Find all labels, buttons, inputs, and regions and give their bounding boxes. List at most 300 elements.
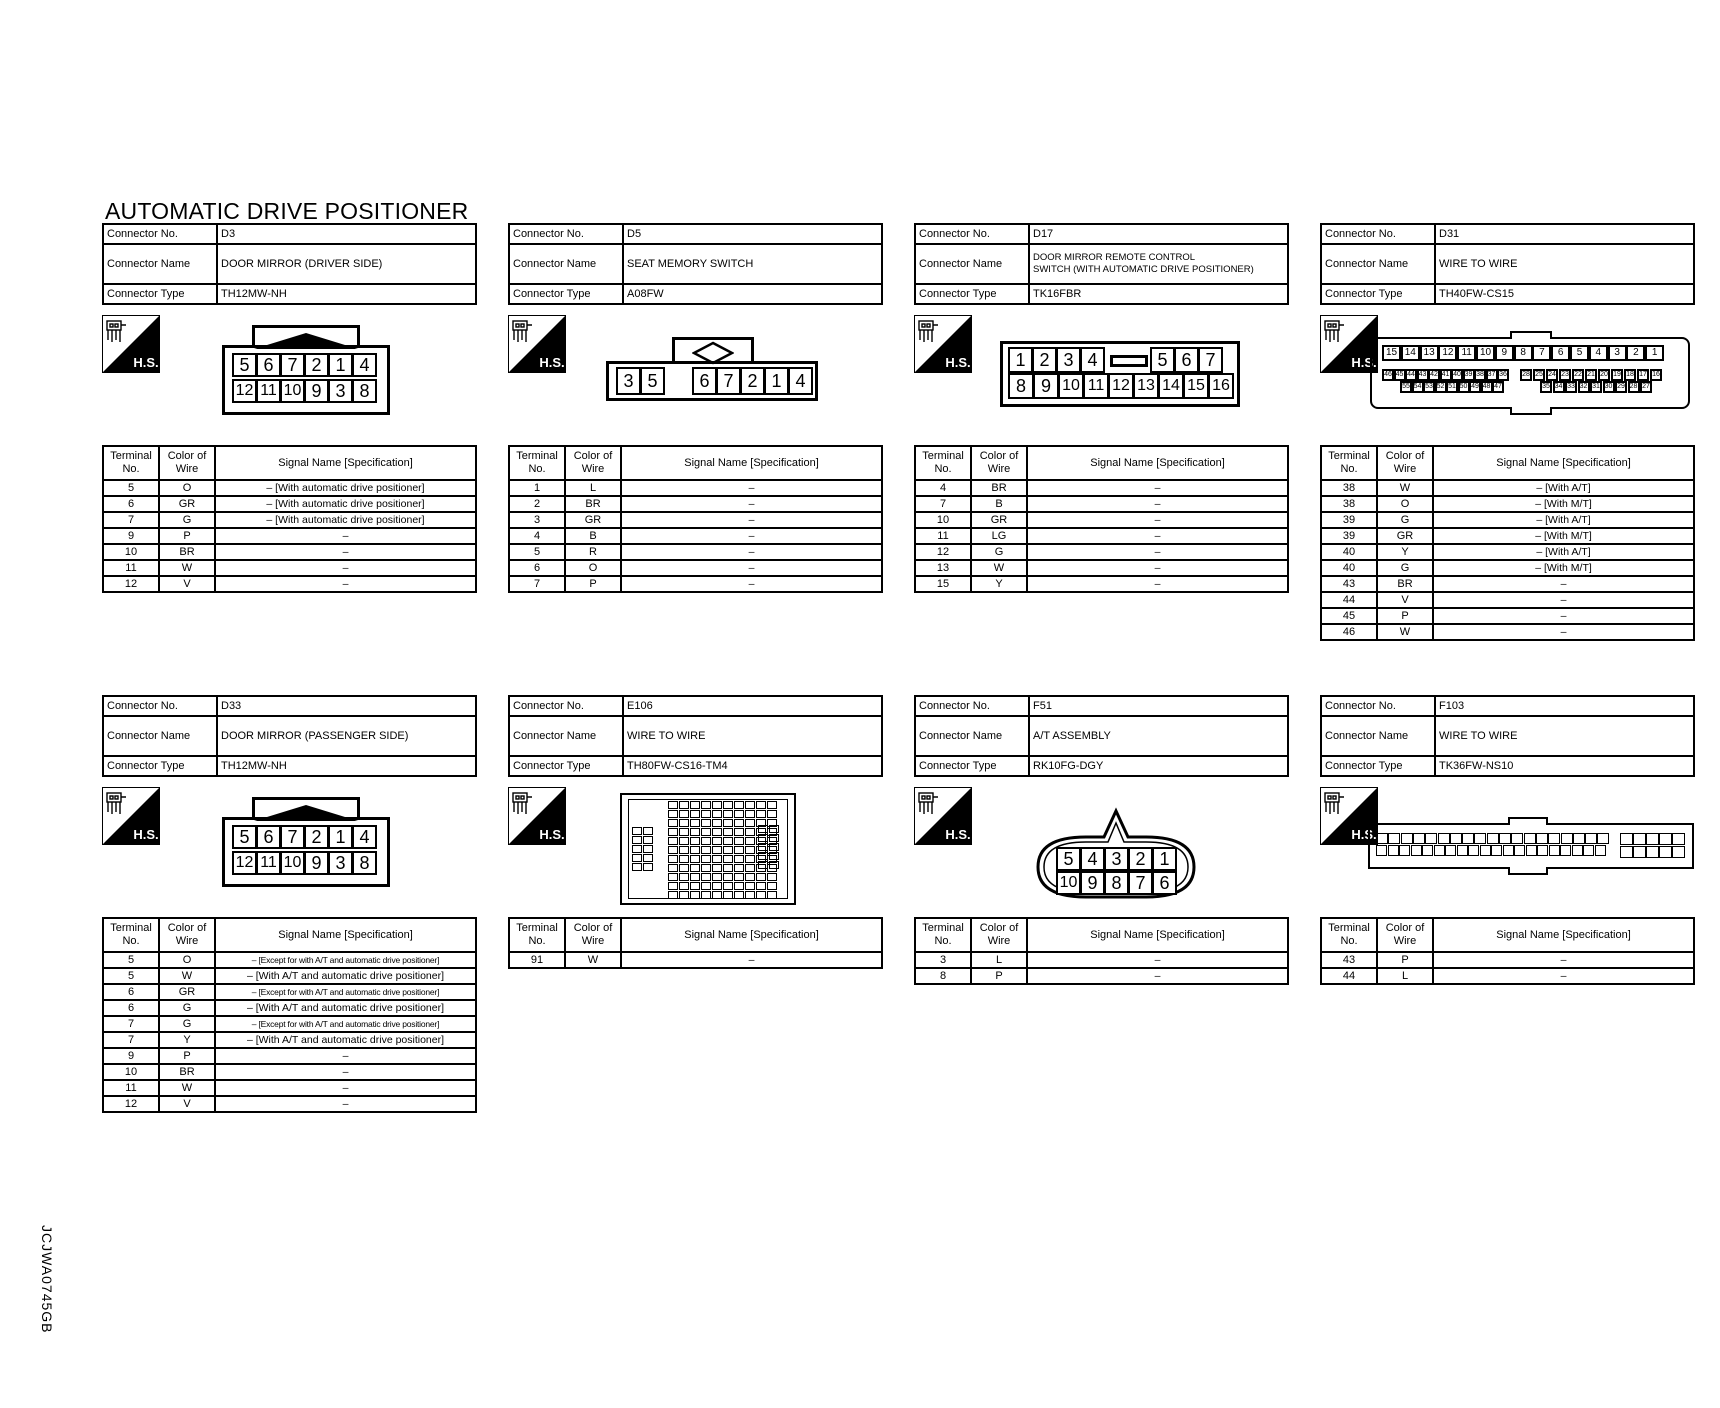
terminal-row xyxy=(1321,528,1694,544)
connector-pin-3: 3 xyxy=(328,851,353,875)
connector-no-value: D3 xyxy=(217,224,476,244)
terminal-no: 43 xyxy=(1321,576,1377,592)
connector-pin-24: 24 xyxy=(1546,369,1558,381)
connector-diagram xyxy=(102,305,477,445)
wire-color: W xyxy=(159,1080,215,1096)
connector-diagram xyxy=(1320,777,1695,917)
connector-type-value: TK36FW-NS10 xyxy=(1435,756,1694,776)
connector-pin-46: 46 xyxy=(1382,369,1394,381)
terminal-no: 3 xyxy=(915,952,971,968)
wire-color: GR xyxy=(971,512,1027,528)
wire-color: G xyxy=(1377,512,1433,528)
connector-pin-29: 29 xyxy=(1615,381,1627,393)
svg-text:H.S.: H.S. xyxy=(1351,827,1377,842)
connector-type-label: Connector Type xyxy=(509,756,623,776)
connector-pin-3: 3 xyxy=(1608,345,1627,361)
connector-pin-36: 36 xyxy=(1497,369,1509,381)
connector-pin-19: 19 xyxy=(1611,369,1623,381)
signal-name: – [Except for with A/T and automatic drive positioner] xyxy=(215,952,476,968)
terminal-row xyxy=(915,480,1288,496)
connector-pin-2: 2 xyxy=(304,825,329,849)
wire-color: G xyxy=(159,1016,215,1032)
signal-name: – xyxy=(1027,496,1288,512)
terminal-table xyxy=(914,917,1289,985)
terminal-row xyxy=(915,952,1288,968)
connector-pin-45: 45 xyxy=(1394,369,1406,381)
connector-pin-5: 5 xyxy=(1570,345,1589,361)
signal-name: – xyxy=(215,1096,476,1112)
signal-name: – xyxy=(215,544,476,560)
terminal-row xyxy=(509,560,882,576)
connector-pin-34: 34 xyxy=(1553,381,1565,393)
terminal-table xyxy=(914,445,1289,593)
connector-diagram xyxy=(1320,305,1695,445)
connector-block-d3 xyxy=(102,223,477,593)
wire-color: W xyxy=(1377,624,1433,640)
signal-name: – [With M/T] xyxy=(1433,496,1694,512)
connector-name-value: SEAT MEMORY SWITCH xyxy=(623,244,882,284)
signal-name: – xyxy=(215,528,476,544)
wire-color: L xyxy=(565,480,621,496)
terminal-row xyxy=(915,968,1288,984)
harness-side-icon xyxy=(914,315,972,373)
signal-name: – xyxy=(215,576,476,592)
harness-side-icon xyxy=(102,787,160,845)
connector-pin-8: 8 xyxy=(352,851,377,875)
terminal-no: 38 xyxy=(1321,496,1377,512)
wire-color: W xyxy=(159,560,215,576)
connector-pin-8: 8 xyxy=(1104,871,1129,895)
terminal-no: 5 xyxy=(103,480,159,496)
connector-info-table xyxy=(1320,223,1695,305)
wire-color: GR xyxy=(565,512,621,528)
terminal-no: 43 xyxy=(1321,952,1377,968)
signal-name-header: Signal Name [Specification] xyxy=(1433,918,1694,952)
harness-side-icon xyxy=(508,787,566,845)
connector-no-label: Connector No. xyxy=(915,224,1029,244)
terminal-no: 9 xyxy=(103,1048,159,1064)
terminal-row xyxy=(103,496,476,512)
connector-pin-4: 4 xyxy=(352,825,377,849)
connector-pin-2: 2 xyxy=(304,353,329,377)
terminal-no: 45 xyxy=(1321,608,1377,624)
connector-pin-7: 7 xyxy=(1198,347,1223,373)
terminal-row xyxy=(103,1048,476,1064)
connector-pin-3: 3 xyxy=(328,379,353,403)
terminal-row xyxy=(1321,624,1694,640)
connector-pin-3: 3 xyxy=(1056,347,1081,373)
connector-info-table xyxy=(508,695,883,777)
terminal-row xyxy=(1321,608,1694,624)
connector-pin-11: 11 xyxy=(256,379,281,403)
connector-name-label: Connector Name xyxy=(1321,244,1435,284)
connector-pin-1: 1 xyxy=(328,353,353,377)
harness-side-icon xyxy=(914,787,972,845)
terminal-no: 5 xyxy=(103,952,159,968)
signal-name: – xyxy=(621,512,882,528)
connector-pin-4: 4 xyxy=(352,353,377,377)
svg-text:H.S.: H.S. xyxy=(539,827,565,842)
connector-pin-2: 2 xyxy=(1032,347,1057,373)
wire-color: G xyxy=(159,512,215,528)
connector-pin-3: 3 xyxy=(1104,847,1129,871)
connector-pin-23: 23 xyxy=(1559,369,1571,381)
signal-name: – xyxy=(1027,512,1288,528)
terminal-row xyxy=(1321,496,1694,512)
color-of-wire-header: Color of Wire xyxy=(1377,918,1433,952)
signal-name: – xyxy=(1027,544,1288,560)
connector-no-label: Connector No. xyxy=(915,696,1029,716)
terminal-no: 12 xyxy=(103,1096,159,1112)
terminal-row xyxy=(509,576,882,592)
connector-pin-6: 6 xyxy=(692,367,717,395)
connector-pin-48: 48 xyxy=(1481,381,1493,393)
terminal-row xyxy=(509,544,882,560)
terminal-table xyxy=(102,445,477,593)
connector-pin-28: 28 xyxy=(1628,381,1640,393)
connector-pin-7: 7 xyxy=(716,367,741,395)
connector-block-f103 xyxy=(1320,695,1695,985)
signal-name: – xyxy=(1027,952,1288,968)
terminal-no: 4 xyxy=(509,528,565,544)
terminal-no: 46 xyxy=(1321,624,1377,640)
terminal-row xyxy=(915,544,1288,560)
page-title: AUTOMATIC DRIVE POSITIONER xyxy=(105,198,469,224)
wire-color: G xyxy=(159,1000,215,1016)
connector-pin-47: 47 xyxy=(1492,381,1504,393)
connector-pin-12: 12 xyxy=(232,379,257,403)
terminal-no: 2 xyxy=(509,496,565,512)
connector-pin-33: 33 xyxy=(1565,381,1577,393)
terminal-row xyxy=(1321,952,1694,968)
wire-color: O xyxy=(159,952,215,968)
signal-name: – xyxy=(215,560,476,576)
connector-pin-9: 9 xyxy=(304,379,329,403)
connector-info-table xyxy=(102,695,477,777)
signal-name: – [With A/T and automatic drive positioner] xyxy=(215,1032,476,1048)
wire-color: P xyxy=(971,968,1027,984)
connector-pin-13: 13 xyxy=(1133,373,1159,399)
connector-face xyxy=(620,793,796,905)
connector-pin-7: 7 xyxy=(1532,345,1551,361)
terminal-no: 7 xyxy=(103,512,159,528)
connector-pin-15: 15 xyxy=(1382,345,1401,361)
terminal-no: 44 xyxy=(1321,592,1377,608)
signal-name: – xyxy=(1433,952,1694,968)
connector-pin-1: 1 xyxy=(764,367,789,395)
connector-name-value: DOOR MIRROR (PASSENGER SIDE) xyxy=(217,716,476,756)
connector-pin-44: 44 xyxy=(1405,369,1417,381)
wire-color: V xyxy=(159,576,215,592)
connector-name-value: DOOR MIRROR REMOTE CONTROL SWITCH (WITH AUTOMATIC DRIVE POSITIONER) xyxy=(1029,244,1288,284)
signal-name: – xyxy=(1027,560,1288,576)
signal-name: – xyxy=(215,1080,476,1096)
connector-no-value: D31 xyxy=(1435,224,1694,244)
svg-text:H.S.: H.S. xyxy=(133,355,159,370)
connector-type-value: TH40FW-CS15 xyxy=(1435,284,1694,304)
terminal-no: 10 xyxy=(103,1064,159,1080)
wire-color: V xyxy=(159,1096,215,1112)
connector-name-label: Connector Name xyxy=(509,244,623,284)
signal-name: – xyxy=(1027,968,1288,984)
connector-name-label: Connector Name xyxy=(915,716,1029,756)
terminal-no: 10 xyxy=(103,544,159,560)
terminal-no: 38 xyxy=(1321,480,1377,496)
connector-name-label: Connector Name xyxy=(103,244,217,284)
wire-color: Y xyxy=(971,576,1027,592)
connector-pin-31: 31 xyxy=(1590,381,1602,393)
connector-pin-21: 21 xyxy=(1585,369,1597,381)
connector-pin-20: 20 xyxy=(1598,369,1610,381)
connector-pin-7: 7 xyxy=(1128,871,1153,895)
signal-name: – xyxy=(621,528,882,544)
connector-name-value: DOOR MIRROR (DRIVER SIDE) xyxy=(217,244,476,284)
signal-name: – [With A/T] xyxy=(1433,480,1694,496)
connector-diagram xyxy=(508,777,883,917)
connector-pin-10: 10 xyxy=(1056,871,1081,895)
connector-pin-9: 9 xyxy=(1495,345,1514,361)
connector-pin-12: 12 xyxy=(1438,345,1457,361)
connector-pin-14: 14 xyxy=(1158,373,1184,399)
connector-block-e106 xyxy=(508,695,883,969)
svg-text:H.S.: H.S. xyxy=(133,827,159,842)
color-of-wire-header: Color of Wire xyxy=(971,446,1027,480)
connector-type-label: Connector Type xyxy=(1321,284,1435,304)
terminal-row xyxy=(915,496,1288,512)
signal-name: – xyxy=(621,480,882,496)
terminal-no: 13 xyxy=(915,560,971,576)
connector-face xyxy=(222,325,390,415)
terminal-no-header: Terminal No. xyxy=(915,918,971,952)
connector-face xyxy=(1370,329,1690,413)
wire-color: O xyxy=(159,480,215,496)
signal-name: – [Except for with A/T and automatic drive positioner] xyxy=(215,984,476,1000)
terminal-no: 15 xyxy=(915,576,971,592)
terminal-row xyxy=(103,576,476,592)
signal-name: – [With A/T and automatic drive positioner] xyxy=(215,968,476,984)
connector-pin-28: 28 xyxy=(1520,369,1532,381)
connector-pin-37: 37 xyxy=(1486,369,1498,381)
signal-name-header: Signal Name [Specification] xyxy=(621,446,882,480)
signal-name: – [With A/T and automatic drive positioner] xyxy=(215,1000,476,1016)
connector-block-d31 xyxy=(1320,223,1695,641)
connector-diagram xyxy=(508,305,883,445)
terminal-row xyxy=(1321,968,1694,984)
wire-color: B xyxy=(971,496,1027,512)
connector-pin-8: 8 xyxy=(1514,345,1533,361)
connector-pin-40: 40 xyxy=(1451,369,1463,381)
connector-pin-9: 9 xyxy=(1080,871,1105,895)
connector-pin-6: 6 xyxy=(1174,347,1199,373)
terminal-table xyxy=(508,917,883,969)
connector-info-table xyxy=(508,223,883,305)
signal-name: – xyxy=(1433,608,1694,624)
terminal-row xyxy=(103,544,476,560)
terminal-no: 1 xyxy=(509,480,565,496)
connector-pin-11: 11 xyxy=(256,851,281,875)
svg-text:H.S.: H.S. xyxy=(1351,355,1377,370)
wire-color: G xyxy=(971,544,1027,560)
terminal-no: 39 xyxy=(1321,512,1377,528)
terminal-row xyxy=(1321,480,1694,496)
connector-pin-12: 12 xyxy=(1108,373,1134,399)
wire-color: O xyxy=(1377,496,1433,512)
connector-no-value: D17 xyxy=(1029,224,1288,244)
connector-name-value: WIRE TO WIRE xyxy=(623,716,882,756)
connector-pin-30: 30 xyxy=(1603,381,1615,393)
svg-text:H.S.: H.S. xyxy=(539,355,565,370)
terminal-no: 7 xyxy=(103,1032,159,1048)
connector-pin-32: 32 xyxy=(1578,381,1590,393)
connector-face xyxy=(1036,791,1196,901)
terminal-row xyxy=(103,968,476,984)
connector-name-value: WIRE TO WIRE xyxy=(1435,716,1694,756)
terminal-row xyxy=(509,528,882,544)
connector-pin-6: 6 xyxy=(256,825,281,849)
terminal-row xyxy=(1321,560,1694,576)
signal-name: – xyxy=(621,496,882,512)
color-of-wire-header: Color of Wire xyxy=(565,446,621,480)
connector-pin-52: 52 xyxy=(1435,381,1447,393)
terminal-no: 9 xyxy=(103,528,159,544)
terminal-row xyxy=(1321,544,1694,560)
connector-no-label: Connector No. xyxy=(509,696,623,716)
connector-type-value: RK10FG-DGY xyxy=(1029,756,1288,776)
signal-name-header: Signal Name [Specification] xyxy=(215,446,476,480)
connector-pin-13: 13 xyxy=(1420,345,1439,361)
terminal-no: 11 xyxy=(103,1080,159,1096)
terminal-row xyxy=(103,512,476,528)
connector-pin-17: 17 xyxy=(1637,369,1649,381)
terminal-row xyxy=(509,512,882,528)
signal-name: – [With automatic drive positioner] xyxy=(215,480,476,496)
color-of-wire-header: Color of Wire xyxy=(1377,446,1433,480)
terminal-row xyxy=(103,1096,476,1112)
harness-side-icon xyxy=(508,315,566,373)
connector-pin-2: 2 xyxy=(1626,345,1645,361)
signal-name: – [With M/T] xyxy=(1433,560,1694,576)
signal-name: – xyxy=(215,1048,476,1064)
connector-pin-4: 4 xyxy=(1080,847,1105,871)
wire-color: GR xyxy=(1377,528,1433,544)
terminal-row xyxy=(103,1064,476,1080)
connector-pin-1: 1 xyxy=(1008,347,1033,373)
wire-color: LG xyxy=(971,528,1027,544)
wire-color: W xyxy=(159,968,215,984)
connector-pin-50: 50 xyxy=(1458,381,1470,393)
connector-pin-35: 35 xyxy=(1540,381,1552,393)
terminal-no-header: Terminal No. xyxy=(509,918,565,952)
terminal-row xyxy=(103,984,476,1000)
wire-color: V xyxy=(1377,592,1433,608)
connector-type-value: TH12MW-NH xyxy=(217,284,476,304)
connector-pin-49: 49 xyxy=(1469,381,1481,393)
connector-type-value: A08FW xyxy=(623,284,882,304)
signal-name: – [With M/T] xyxy=(1433,528,1694,544)
terminal-row xyxy=(103,1080,476,1096)
connector-pin-6: 6 xyxy=(256,353,281,377)
connector-face xyxy=(1368,815,1694,877)
wire-color: Y xyxy=(1377,544,1433,560)
color-of-wire-header: Color of Wire xyxy=(565,918,621,952)
signal-name: – xyxy=(1433,576,1694,592)
connector-pin-7: 7 xyxy=(280,353,305,377)
wire-color: BR xyxy=(971,480,1027,496)
connector-face xyxy=(222,797,390,887)
terminal-no: 6 xyxy=(509,560,565,576)
signal-name-header: Signal Name [Specification] xyxy=(215,918,476,952)
wire-color: GR xyxy=(159,496,215,512)
signal-name: – [With A/T] xyxy=(1433,544,1694,560)
connector-diagram xyxy=(914,777,1289,917)
connector-pin-6: 6 xyxy=(1551,345,1570,361)
wire-color: Y xyxy=(159,1032,215,1048)
connector-no-value: E106 xyxy=(623,696,882,716)
terminal-table xyxy=(1320,917,1695,985)
wire-color: BR xyxy=(159,1064,215,1080)
wire-color: R xyxy=(565,544,621,560)
connector-pin-18: 18 xyxy=(1624,369,1636,381)
connector-face xyxy=(606,337,818,401)
connector-pin-9: 9 xyxy=(1033,373,1059,399)
connector-name-value: WIRE TO WIRE xyxy=(1435,244,1694,284)
connector-pin-1: 1 xyxy=(1645,345,1664,361)
connector-pin-2: 2 xyxy=(740,367,765,395)
wire-color: W xyxy=(1377,480,1433,496)
terminal-no: 5 xyxy=(509,544,565,560)
connector-type-label: Connector Type xyxy=(509,284,623,304)
signal-name: – [With A/T] xyxy=(1433,512,1694,528)
terminal-row xyxy=(915,512,1288,528)
connector-pin-38: 38 xyxy=(1474,369,1486,381)
wire-color: W xyxy=(565,952,621,968)
connector-no-label: Connector No. xyxy=(103,224,217,244)
signal-name-header: Signal Name [Specification] xyxy=(621,918,882,952)
terminal-no: 40 xyxy=(1321,560,1377,576)
connector-info-table xyxy=(914,695,1289,777)
terminal-row xyxy=(103,1032,476,1048)
connector-pin-43: 43 xyxy=(1417,369,1429,381)
terminal-no-header: Terminal No. xyxy=(509,446,565,480)
connector-pin-41: 41 xyxy=(1440,369,1452,381)
connector-face xyxy=(1000,341,1240,407)
connector-name-label: Connector Name xyxy=(509,716,623,756)
terminal-no: 3 xyxy=(509,512,565,528)
connector-pin-27: 27 xyxy=(1640,381,1652,393)
signal-name: – xyxy=(621,952,882,968)
connector-no-value: D33 xyxy=(217,696,476,716)
connector-diagram xyxy=(102,777,477,917)
terminal-row xyxy=(1321,576,1694,592)
connector-pin-51: 51 xyxy=(1446,381,1458,393)
terminal-row xyxy=(103,528,476,544)
signal-name: – xyxy=(1433,592,1694,608)
color-of-wire-header: Color of Wire xyxy=(971,918,1027,952)
connector-pin-11: 11 xyxy=(1083,373,1109,399)
signal-name-header: Signal Name [Specification] xyxy=(1433,446,1694,480)
connector-pin-22: 22 xyxy=(1572,369,1584,381)
drawing-code: JCJWA0745GB xyxy=(39,1225,55,1334)
harness-side-icon xyxy=(102,315,160,373)
terminal-row xyxy=(509,480,882,496)
connector-pin-5: 5 xyxy=(1150,347,1175,373)
signal-name: – xyxy=(1433,624,1694,640)
terminal-no: 8 xyxy=(915,968,971,984)
connector-pin-12: 12 xyxy=(232,851,257,875)
connector-pin-10: 10 xyxy=(1058,373,1084,399)
connector-pin-4: 4 xyxy=(1589,345,1608,361)
terminal-row xyxy=(915,560,1288,576)
